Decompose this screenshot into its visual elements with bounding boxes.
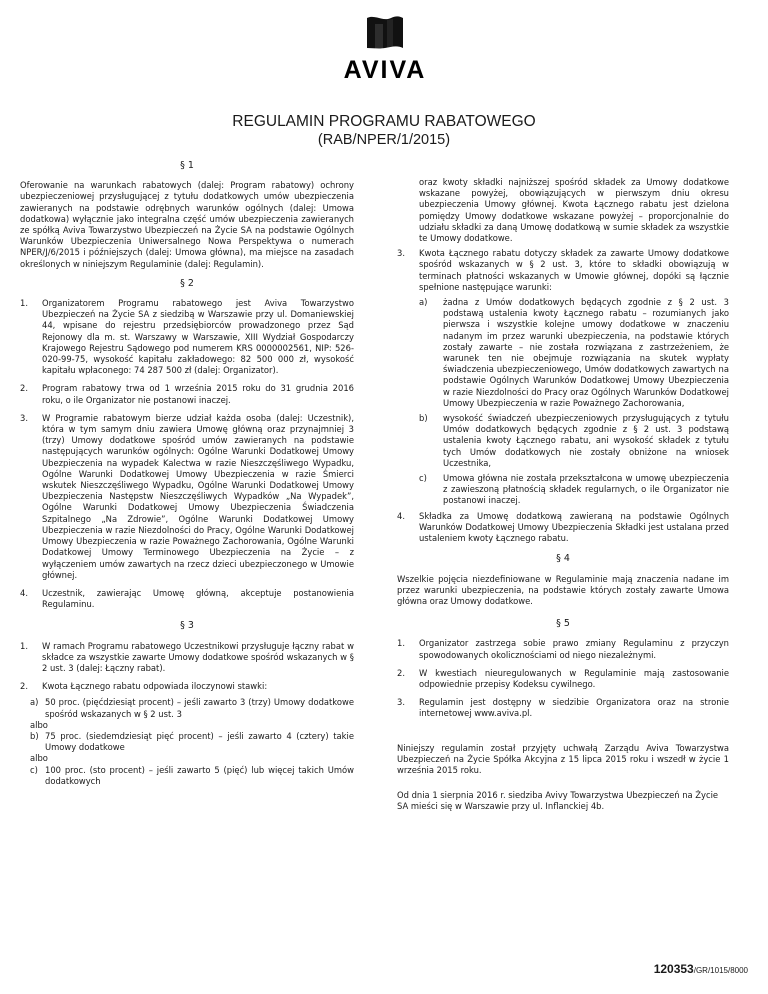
list-item: 2. W kwestiach nieuregulowanych w Regulaminie mają zastosowanie odpowiednie przepisy Kodeksu cywilnego.: [397, 667, 729, 689]
list-item: 3. W Programie rabatowym bierze udział każda osoba (dalej: Uczestnik), która w tym samym dniu zawiera Umowę główną oraz przynajmniej 3 (trzy) Umowy dodatkowe spośród umów zawieranych na podstawie następujących warunków ogólnych: Ogólne Warunki Dodatkowej Umowy Ubezpieczenia na wypadek Kalectwa w razie Nieszczęśliwego Wypadku, Ogólne Warunki Dodatkowej Umowy Ubezpieczenia w razie Śmierci wskutek Nieszczęśliwego Wypadku, Ogólne Warunki Dodatkowej Umowy Ubezpieczenia Następstw Nieszczęśliwych Wypadków „Na Wypadek”, Ogólne Warunki Dodatkowej Umowy Ubezpieczenia Świadczenia Szpitalnego „Na Zdrowie”, Ogólne Warunki Dodatkowej Umowy Ubezpieczenia w razie Niezdolności do Pracy, Ogólne Warunki Dodatkowej Umowy Ubezpieczenia w razie Poważnego Zachorowania, Ogólne Warunki Dodatkowej Umowy Terminowego Ubezpieczenia na Życie – z wyłączeniem umów zawartych na rzecz dzieci ubezpieczonego w Umowie głównej.: [20, 412, 354, 580]
adoption-note: Niniejszy regulamin został przyjęty uchwałą Zarządu Aviva Towarzystwa Ubezpieczeń na Życie Spółka Akcyjna z 15 lipca 2015 roku i wszedł w życie 1 września 2015 roku.: [397, 742, 729, 775]
sub-item: a) 50 proc. (pięćdziesiąt procent) – jeśli zawarto 3 (trzy) Umowy dodatkowe spośród wskazanych w § 2 ust. 3: [30, 697, 354, 719]
list-item-text: Składka za Umowę dodatkową zawieraną na podstawie Ogólnych Warunków Dodatkowej Umowy Ubezpieczenia Składki jest ustalana przed ustaleniem kwoty Łącznego rabatu.: [419, 510, 729, 544]
paragraph: Oferowanie na warunkach rabatowych (dalej: Program rabatowy) ochrony ubezpieczeniowej przysługującej z tytułu dodatkowych umów ubezpieczenia zawieranych na podstawie odrębnych warunków ogólnych (dalej: Umowa dodatkowa) wyłącznie jako integralna część umów ubezpieczenia zawieranych ze spółką Aviva Towarzystwo Ubezpieczeń na Życie SA na podstawie Ogólnych Warunków Ubezpieczenia Uniwersalnego Nowa Perspektywa o numerach NPER/J/6/2015 i późniejszych (dalej: Umowa główna), ma miejsce na zasadach określonych w niniejszym Regulaminie (dalej: Regulamin).: [20, 180, 354, 269]
list-item-text: Kwota Łącznego rabatu odpowiada iloczynowi stawki:: [42, 681, 268, 692]
sub-list: [397, 297, 729, 507]
list-item-text: W kwestiach nieuregulowanych w Regulaminie mają zastosowanie odpowiednie przepisy Kodeksu cywilnego.: [419, 667, 729, 689]
paragraph: oraz kwoty składki najniższej spośród składek za Umowy dodatkowe wskazane powyżej, obowiązujących w pierwszym dniu okresu ubezpieczenia Umowy głównej. Kwota Łącznego rabatu jest dzielona pomiędzy Umowy dodatkowe wskazane powyżej – proporcjonalnie do udziału składki za daną Umowę dodatkową w sumie składek za wszystkie te Umowy dodatkowe.: [419, 177, 729, 244]
sub-item: b) 75 proc. (siedemdziesiąt pięć procent) – jeśli zawarto 4 (cztery) takie Umowy dodatkowe: [30, 730, 354, 753]
list-item-text: Regulamin jest dostępny w siedzibie Organizatora oraz na stronie internetowej www.aviva.pl.: [419, 697, 729, 719]
list-item-text: Uczestnik, zawierając Umowę główną, akceptuje postanowienia Regulaminu.: [42, 587, 354, 610]
list-item-text: Organizator zastrzega sobie prawo zmiany Regulaminu z przyczyn spowodowanych okolicznościami od niego niezależnymi.: [419, 638, 729, 660]
list-item: 3. Kwota Łącznego rabatu dotyczy składek za zawarte Umowy dodatkowe spośród wskazanych w § 2 ust. 3, które to składki obowiązują w terminach płatności wskazanych w Umowie głównej, dopóki są łącznie spełnione następujące warunki:: [397, 248, 729, 292]
document-code-number: 120353: [653, 962, 694, 976]
section-heading: § 3: [180, 620, 194, 632]
list-item: 1. Organizatorem Programu rabatowego jest Aviva Towarzystwo Ubezpieczeń na Życie SA z siedzibą w Warszawie przy ul. Domaniewskiej 44, wpisane do rejestru przedsiębiorców prowadzonego przez Sąd Rejonowy dla m. st. Warszawy w Warszawie, XIII Wydział Gospodarczy Krajowego Rejestru Sądowego pod numerem KRS 0000002561, NIP: 526-020-99-75, wysokość kapitału zakładowego: 82 500 000 zł, wysokość kapitału wpłaconego: 74 287 500 zł (dalej: Organizator).: [20, 298, 354, 376]
list-item-text: Program rabatowy trwa od 1 września 2015 roku do 31 grudnia 2016 roku, o ile Organizator nie postanowi inaczej.: [42, 383, 354, 405]
list-item-text: Organizatorem Programu rabatowego jest Aviva Towarzystwo Ubezpieczeń na Życie SA z siedzibą w Warszawie przy ul. Domaniewskiej 44, wpisane do rejestru przedsiębiorców prowadzonego przez Sąd Rejonowy dla m. st. Warszawy w Warszawie, XIII Wydział Gospodarczy Krajowego Rejestru Sądowego pod numerem KRS 0000002561, NIP: 526-020-99-75, wysokość kapitału zakładowego: 82 500 000 zł, wysokość kapitału wpłaconego: 74 287 500 zł (dalej: Organizator).: [42, 298, 354, 376]
aviva-flag-icon: [363, 14, 407, 52]
section-heading: § 5: [556, 618, 570, 630]
paragraph: Wszelkie pojęcia niezdefiniowane w Regulaminie mają znaczenia nadane im przez warunki ubezpieczenia, na podstawie których zostały zawarte Umowa główna oraz Umowy dodatkowe.: [397, 573, 729, 606]
sub-item: b) wysokość świadczeń ubezpieczeniowych przysługujących z tytułu Umów dodatkowych będących zgodnie z § 2 ust. 3 podstawą ustalenia kwoty Łącznego rabatu, ani wysokość składek z tytułu tych Umów dodatkowych nie zostały obniżone na wniosek Uczestnika,: [419, 413, 729, 468]
list-item: 2. Kwota Łącznego rabatu odpowiada iloczynowi stawki:: [20, 681, 268, 692]
list-item: 4. Uczestnik, zawierając Umowę główną, akceptuje postanowienia Regulaminu.: [20, 587, 354, 610]
list-item-text: Kwota Łącznego rabatu dotyczy składek za zawarte Umowy dodatkowe spośród wskazanych w § 2 ust. 3, które to składki obowiązują w terminach płatności wskazanych w Umowie głównej, dopóki są łącznie spełnione następujące warunki:: [419, 248, 729, 292]
document-code: [654, 960, 748, 978]
right-column: [397, 177, 729, 813]
list-item: 2. Program rabatowy trwa od 1 września 2015 roku do 31 grudnia 2016 roku, o ile Organizator nie postanowi inaczej.: [20, 383, 354, 405]
list-item-text: W Programie rabatowym bierze udział każda osoba (dalej: Uczestnik), która w tym samym dniu zawiera Umowę główną oraz przynajmniej 3 (trzy) Umowy dodatkowe spośród umów zawieranych na podstawie następujących warunków ogólnych: Ogólne Warunki Dodatkowej Umowy Ubezpieczenia na wypadek Kalectwa w razie Nieszczęśliwego Wypadku, Ogólne Warunki Dodatkowej Umowy Ubezpieczenia w razie Śmierci wskutek Nieszczęśliwego Wypadku, Ogólne Warunki Dodatkowej Umowy Ubezpieczenia Następstw Nieszczęśliwych Wypadków „Na Wypadek”, Ogólne Warunki Dodatkowej Umowy Ubezpieczenia Świadczenia Szpitalnego „Na Zdrowie”, Ogólne Warunki Dodatkowej Umowy Ubezpieczenia w razie Niezdolności do Pracy, Ogólne Warunki Dodatkowej Umowy Ubezpieczenia w razie Poważnego Zachorowania, Ogólne Warunki Dodatkowej Umowy Terminowego Ubezpieczenia na Życie – z wyłączeniem umów zawartych na rzecz dzieci ubezpieczonego w Umowie głównej.: [42, 412, 354, 580]
aviva-logo: [335, 14, 435, 85]
document-title: REGULAMIN PROGRAMU RABATOWEGO: [232, 113, 536, 130]
connector-text: albo: [30, 719, 48, 730]
list-item: 4. Składka za Umowę dodatkową zawieraną na podstawie Ogólnych Warunków Dodatkowej Umowy Ubezpieczenia Składki jest ustalana przed ustaleniem kwoty Łącznego rabatu.: [397, 510, 729, 544]
list-item: 3. Regulamin jest dostępny w siedzibie Organizatora oraz na stronie internetowej www.aviva.pl.: [397, 697, 729, 719]
sub-item: c) 100 proc. (sto procent) – jeśli zawarto 5 (pięć) lub więcej takich Umów dodatkowych: [30, 764, 354, 786]
list-item: 1. Organizator zastrzega sobie prawo zmiany Regulaminu z przyczyn spowodowanych okolicznościami od niego niezależnymi.: [397, 638, 729, 660]
sub-item: c) Umowa główna nie została przekształcona w umowę ubezpieczenia z zawieszoną płatnością składek regularnych, o ile Organizator nie postanowi inaczej.: [419, 473, 729, 506]
sub-item: a) żadna z Umów dodatkowych będących zgodnie z § 2 ust. 3 podstawą ustalenia kwoty Łącznego rabatu – rozumianych jako pierwsza i wszystkie kolejne umowy dodatkowe w znaczeniu nadanym im przez warunki ubezpieczenia, na podstawie których zostały zawarte – nie została rozwiązana z zastrzeżeniem, że warunek ten nie obejmuje rozwiązania na skutek wypłaty świadczenia ubezpieczeniowego, Umów dodatkowych zawartych na podstawie Ogólnych Warunków Dodatkowej Umowy Ubezpieczenia w razie Niezdolności do Pracy oraz Ogólnych Warunków Dodatkowej Umowy Ubezpieczenia w razie Poważnego Zachorowania,: [419, 297, 729, 408]
connector-text: albo: [30, 753, 48, 764]
section-heading: § 2: [180, 277, 194, 289]
document-code-suffix: /GR/1015/8000: [693, 966, 748, 975]
section-heading: § 4: [556, 553, 570, 565]
left-column: [20, 160, 354, 787]
document-subtitle: (RAB/NPER/1/2015): [317, 132, 451, 148]
seat-note: Od dnia 1 sierpnia 2016 r. siedziba Avivy Towarzystwa Ubezpieczeń na Życie SA mieści się w Warszawie przy ul. Inflanckiej 4b.: [397, 790, 719, 812]
aviva-wordmark: AVIVA: [343, 56, 427, 84]
list-item-text: W ramach Programu rabatowego Uczestnikowi przysługuje łączny rabat w składce za wszystkie zawarte Umowy dodatkowe spośród wskazanych w § 2 ust. 3 (dalej: Łączny rabat).: [42, 640, 354, 673]
section-heading: § 1: [180, 160, 194, 171]
list-item: 1. W ramach Programu rabatowego Uczestnikowi przysługuje łączny rabat w składce za wszystkie zawarte Umowy dodatkowe spośród wskazanych w § 2 ust. 3 (dalej: Łączny rabat).: [20, 640, 354, 673]
